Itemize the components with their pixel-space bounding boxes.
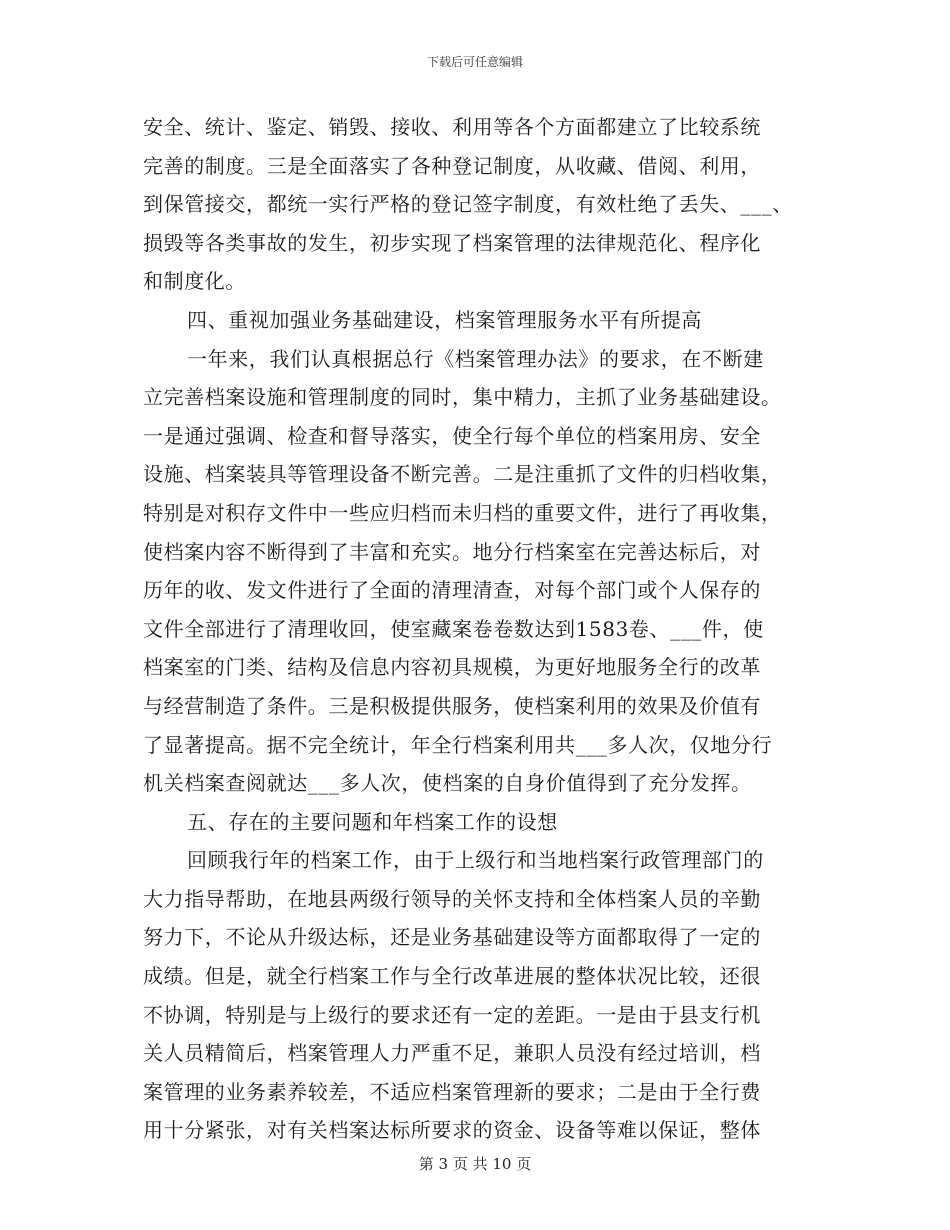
text-line: 完善的制度。三是全面落实了各种登记制度，从收藏、借阅、利用， xyxy=(143,153,761,178)
section-heading: 五、存在的主要问题和年档案工作的设想 xyxy=(187,809,558,834)
page-header: 下载后可任意编辑 xyxy=(426,55,523,69)
text-line: 成绩。但是，就全行档案工作与全行改革进展的整体状况比较，还很 xyxy=(143,964,761,989)
text-line: 损毁等各类事故的发生，初步实现了档案管理的法律规范化、程序化 xyxy=(143,230,761,255)
section-heading: 四、重视加强业务基础建设，档案管理服务水平有所提高 xyxy=(187,307,702,332)
page-footer: 第 3 页 共 10 页 xyxy=(418,1155,532,1173)
text-line: 不协调，特别是与上级行的要求还有一定的差距。一是由于县支行机 xyxy=(143,1002,761,1027)
text-line: 到保管接交，都统一实行严格的登记签字制度，有效杜绝了丢失、___、 xyxy=(143,192,793,217)
text-line: 历年的收、发文件进行了全面的清理清查，对每个部门或个人保存的 xyxy=(143,578,761,603)
text-line: 机关档案查阅就达___多人次，使档案的自身价值得到了充分发挥。 xyxy=(143,771,752,796)
text-line: 和制度化。 xyxy=(143,269,246,294)
text-line: 一是通过强调、检查和督导落实，使全行每个单位的档案用房、安全 xyxy=(143,423,761,448)
text-line: 档案室的门类、结构及信息内容初具规模，为更好地服务全行的改革 xyxy=(143,655,761,680)
text-line: 关人员精简后，档案管理人力严重不足，兼职人员没有经过培训，档 xyxy=(143,1041,761,1066)
text-line: 一年来，我们认真根据总行《档案管理办法》的要求，在不断建 xyxy=(187,346,764,371)
text-line: 大力指导帮助，在地县两级行领导的关怀支持和全体档案人员的辛勤 xyxy=(143,886,761,911)
document-body xyxy=(143,108,823,1150)
text-line: 努力下，不论从升级达标，还是业务基础建设等方面都取得了一定的 xyxy=(143,925,761,950)
text-line: 了显著提高。据不完全统计，年全行档案利用共___多人次，仅地分行 xyxy=(143,732,773,757)
text-line: 用十分紧张，对有关档案达标所要求的资金、设备等难以保证，整体 xyxy=(143,1118,761,1143)
text-line: 立完善档案设施和管理制度的同时，集中精力，主抓了业务基础建设。 xyxy=(143,385,782,410)
text-line: 使档案内容不断得到了丰富和充实。地分行档案室在完善达标后，对 xyxy=(143,539,761,564)
text-line: 文件全部进行了清理收回，使室藏案卷卷数达到1583卷、___件，使 xyxy=(143,616,764,641)
text-line: 与经营制造了条件。三是积极提供服务，使档案利用的效果及价值有 xyxy=(143,693,761,718)
text-line: 安全、统计、鉴定、销毁、接收、利用等各个方面都建立了比较系统 xyxy=(143,115,761,139)
text-line: 回顾我行年的档案工作，由于上级行和当地档案行政管理部门的 xyxy=(187,848,764,873)
text-line: 案管理的业务素养较差，不适应档案管理新的要求；二是由于全行费 xyxy=(143,1079,761,1104)
text-line: 特别是对积存文件中一些应归档而未归档的重要文件，进行了再收集， xyxy=(143,500,782,525)
text-line: 设施、档案装具等管理设备不断完善。二是注重抓了文件的归档收集， xyxy=(143,462,782,487)
